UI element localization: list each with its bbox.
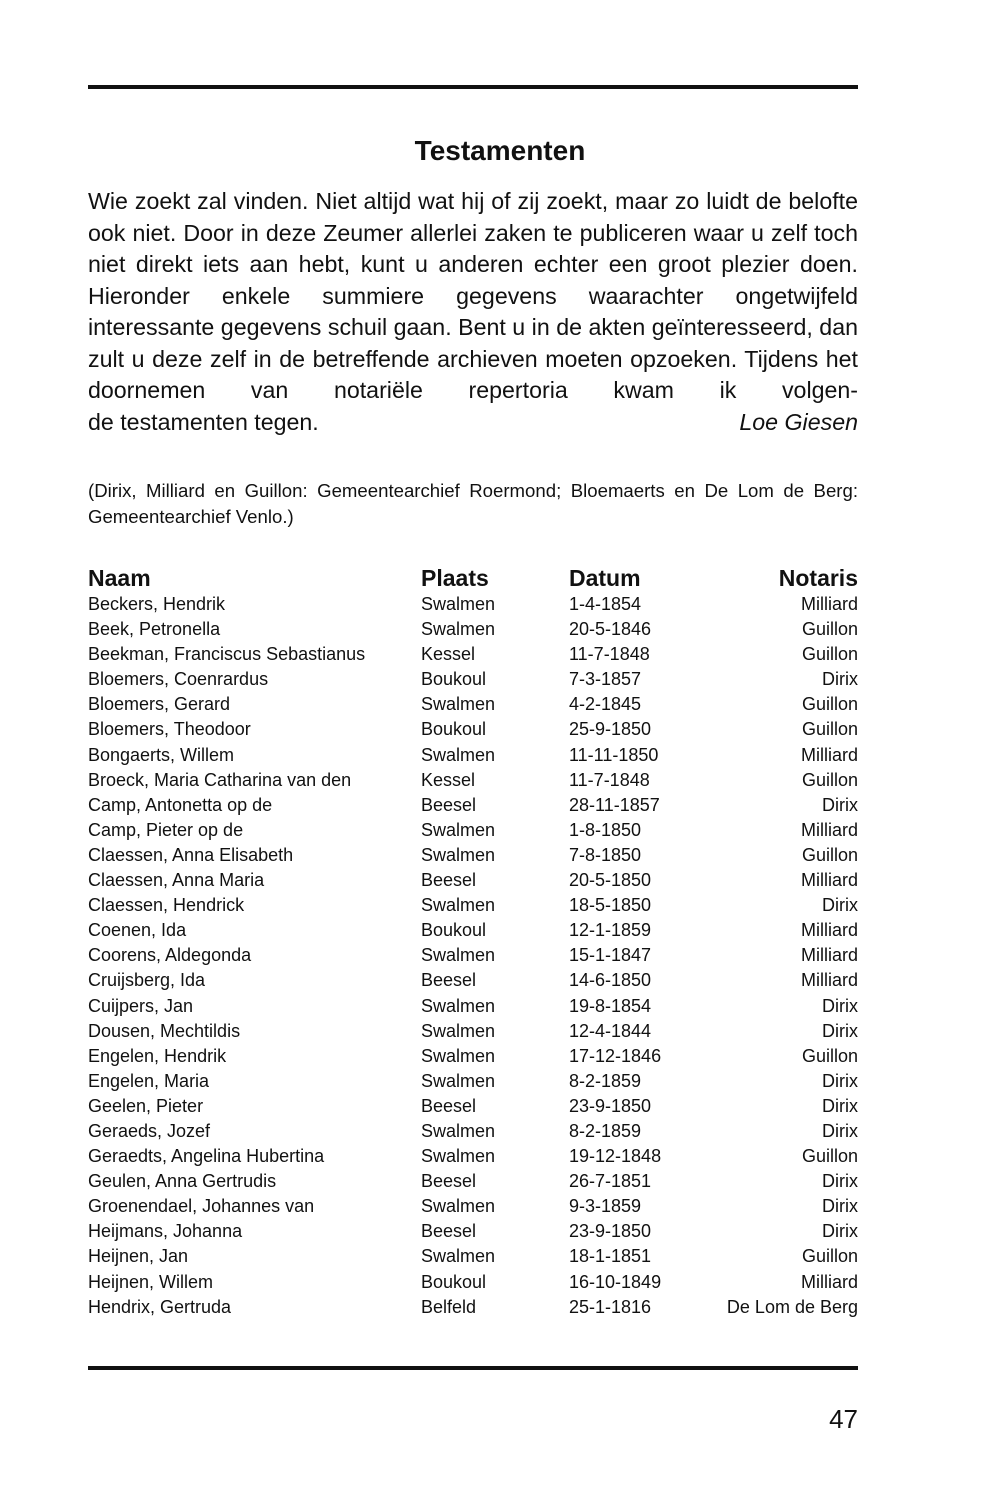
signature-line [88,407,858,439]
bottom-rule [88,1366,858,1370]
table-row [88,1019,858,1044]
cell-notaris: Milliard [800,920,858,941]
cell-naam: Heijmans, Johanna [88,1221,243,1242]
cell-datum: 7-8-1850 [569,844,642,865]
table-row [88,893,858,918]
cell-plaats: Swalmen [421,1246,496,1267]
cell-notaris: Milliard [800,594,858,614]
table-row [88,1295,858,1320]
cell-plaats: Boukoul [421,719,487,740]
cell-notaris: Guillon [801,619,858,640]
cell-datum: 7-3-1857 [569,669,642,690]
cell-naam: Claessen, Anna Maria [88,870,265,891]
header-notaris: Notaris [778,565,858,591]
cell-datum: 16-10-1849 [569,1271,662,1292]
cell-notaris: Dirix [822,1070,858,1091]
cell-notaris: Guillon [801,644,858,665]
intro-last-line: de testamenten tegen. [88,408,319,435]
table-row [88,1144,858,1169]
cell-notaris: Guillon [801,769,858,790]
cell-naam: Broeck, Maria Catharina van den [88,769,352,790]
cell-plaats: Swalmen [421,619,496,640]
cell-naam: Bloemers, Coenrardus [88,669,269,690]
cell-datum: 26-7-1851 [569,1171,652,1192]
cell-plaats: Swalmen [421,945,496,966]
cell-plaats: Swalmen [421,744,496,765]
cell-plaats: Swalmen [421,819,496,840]
cell-notaris: Guillon [801,719,858,740]
cell-datum: 23-9-1850 [569,1095,652,1116]
cell-notaris: Dirix [822,895,858,916]
cell-naam: Claessen, Hendrick [88,895,245,916]
cell-plaats: Swalmen [421,1196,496,1217]
cell-plaats: Swalmen [421,1045,496,1066]
table-row [88,994,858,1019]
cell-naam: Hendrix, Gertruda [88,1296,232,1317]
cell-naam: Claessen, Anna Elisabeth [88,844,294,865]
cell-datum: 8-2-1859 [569,1070,642,1091]
table-row [88,642,858,667]
cell-naam: Bloemers, Gerard [88,694,231,715]
cell-notaris: Dirix [822,669,858,690]
header-plaats: Plaats [421,565,489,591]
cell-datum: 25-1-1816 [569,1296,652,1317]
header-datum: Datum [569,565,641,591]
cell-notaris: Milliard [800,1271,858,1292]
cell-naam: Beekman, Franciscus Sebastianus [88,644,366,665]
table-row [88,843,858,868]
cell-plaats: Kessel [421,769,476,790]
table-row [88,692,858,717]
cell-plaats: Swalmen [421,1120,496,1141]
cell-naam: Cruijsberg, Ida [88,970,206,991]
cell-plaats: Beesel [421,870,477,891]
table-row [88,943,858,968]
page-title: Testamenten [414,134,586,166]
page-number: 47 [829,1404,858,1434]
cell-plaats: Kessel [421,644,476,665]
cell-naam: Engelen, Maria [88,1070,210,1091]
intro-paragraph [88,186,858,438]
table-row [88,717,858,742]
cell-plaats: Beesel [421,970,477,991]
cell-plaats: Beesel [421,794,477,815]
cell-notaris: Dirix [822,1196,858,1217]
cell-naam: Engelen, Hendrik [88,1045,227,1066]
cell-datum: 11-7-1848 [569,644,650,665]
cell-plaats: Boukoul [421,920,487,941]
cell-datum: 9-3-1859 [569,1196,642,1217]
cell-naam: Beek, Petronella [88,619,221,640]
cell-plaats: Beesel [421,1221,477,1242]
table-header-row [88,560,858,592]
cell-plaats: Beesel [421,1095,477,1116]
cell-notaris: De Lom de Berg [726,1296,858,1317]
cell-plaats: Swalmen [421,1020,496,1041]
table-row [88,1270,858,1295]
top-rule [88,85,858,89]
cell-notaris: Milliard [800,744,858,765]
cell-plaats: Boukoul [421,669,487,690]
cell-naam: Groenendael, Johannes van [88,1196,315,1217]
cell-notaris: Milliard [800,945,858,966]
cell-notaris: Dirix [822,794,858,815]
cell-datum: 18-1-1851 [569,1246,652,1267]
cell-datum: 1-8-1850 [569,819,642,840]
table-row [88,1094,858,1119]
cell-datum: 19-8-1854 [569,995,652,1016]
cell-notaris: Milliard [800,819,858,840]
cell-notaris: Dirix [822,1171,858,1192]
cell-naam: Beckers, Hendrik [88,594,226,614]
cell-naam: Geulen, Anna Gertrudis [88,1171,277,1192]
table-row [88,667,858,692]
cell-naam: Bongaerts, Willem [88,744,235,765]
cell-plaats: Swalmen [421,1146,496,1167]
cell-naam: Coorens, Aldegonda [88,945,252,966]
cell-naam: Heijnen, Jan [88,1246,189,1267]
cell-datum: 23-9-1850 [569,1221,652,1242]
cell-datum: 17-12-1846 [569,1045,662,1066]
table-row [88,1244,858,1269]
cell-datum: 11-11-1850 [569,744,659,765]
cell-notaris: Guillon [801,1246,858,1267]
table-row [88,1194,858,1219]
cell-plaats: Swalmen [421,895,496,916]
cell-plaats: Swalmen [421,594,496,614]
cell-notaris: Dirix [822,1221,858,1242]
cell-datum: 18-5-1850 [569,895,652,916]
cell-naam: Geraedts, Angelina Hubertina [88,1146,325,1167]
cell-datum: 28-11-1857 [569,794,660,815]
cell-notaris: Guillon [801,844,858,865]
table-row [88,617,858,642]
cell-datum: 15-1-1847 [569,945,652,966]
cell-datum: 4-2-1845 [569,694,642,715]
cell-datum: 20-5-1846 [569,619,652,640]
cell-naam: Camp, Antonetta op de [88,794,273,815]
cell-datum: 11-7-1848 [569,769,650,790]
cell-naam: Coenen, Ida [88,920,187,941]
cell-notaris: Milliard [800,970,858,991]
cell-datum: 25-9-1850 [569,719,652,740]
cell-naam: Camp, Pieter op de [88,819,244,840]
cell-plaats: Swalmen [421,694,496,715]
intro-text: Wie zoekt zal vinden. Niet altijd wat hij of zij zoekt, maar zo luidt de belofte ook niet. Door in deze Zeumer allerlei zaken te publiceren waar u zelf toch niet direkt iets aan hebt, kunt u anderen echter een groot plezier doen. Hieronder enkele summiere gegevens waarachter ongetwijfeld interessante gegevens schuil gaan. Bent u in de akten geïnteresseerd, dan zult u deze zelf in de betreffende archieven moeten opzoeken. Tijdens het doornemen van notariële repertoria kwam ik volgen- [88,188,858,403]
cell-notaris: Dirix [822,1095,858,1116]
cell-notaris: Milliard [800,870,858,891]
cell-datum: 20-5-1850 [569,870,652,891]
table-row [88,743,858,768]
table-row [88,768,858,793]
cell-datum: 12-4-1844 [569,1020,652,1041]
table-row [88,818,858,843]
cell-plaats: Swalmen [421,1070,496,1091]
table-row [88,868,858,893]
cell-datum: 14-6-1850 [569,970,652,991]
table-row [88,1044,858,1069]
cell-notaris: Guillon [801,1146,858,1167]
cell-naam: Dousen, Mechtildis [88,1020,241,1041]
cell-notaris: Dirix [822,995,858,1016]
cell-datum: 19-12-1848 [569,1146,662,1167]
cell-datum: 1-4-1854 [569,594,642,614]
header-naam: Naam [88,565,151,591]
table-row [88,1119,858,1144]
table-row [88,1069,858,1094]
cell-naam: Heijnen, Willem [88,1271,214,1292]
table-row [88,592,858,617]
table-row [88,968,858,993]
cell-plaats: Swalmen [421,995,496,1016]
table-row [88,1219,858,1244]
cell-notaris: Dirix [822,1120,858,1141]
archive-note: (Dirix, Milliard en Guillon: Gemeentearchief Roermond; Bloemaerts en De Lom de Berg: Gemeentearchief Venlo.) [88,480,858,527]
cell-plaats: Beesel [421,1171,477,1192]
cell-plaats: Swalmen [421,844,496,865]
table-row [88,1169,858,1194]
cell-naam: Bloemers, Theodoor [88,719,251,740]
cell-naam: Geraeds, Jozef [88,1120,211,1141]
cell-naam: Geelen, Pieter [88,1095,204,1116]
cell-plaats: Boukoul [421,1271,487,1292]
cell-datum: 12-1-1859 [569,920,652,941]
testaments-table [88,560,858,1320]
cell-notaris: Guillon [801,694,858,715]
author-signature: Loe Giesen [739,408,858,435]
cell-notaris: Dirix [822,1020,858,1041]
cell-naam: Cuijpers, Jan [88,995,194,1016]
cell-datum: 8-2-1859 [569,1120,642,1141]
table-row [88,793,858,818]
cell-notaris: Guillon [801,1045,858,1066]
table-row [88,918,858,943]
cell-plaats: Belfeld [421,1296,477,1317]
